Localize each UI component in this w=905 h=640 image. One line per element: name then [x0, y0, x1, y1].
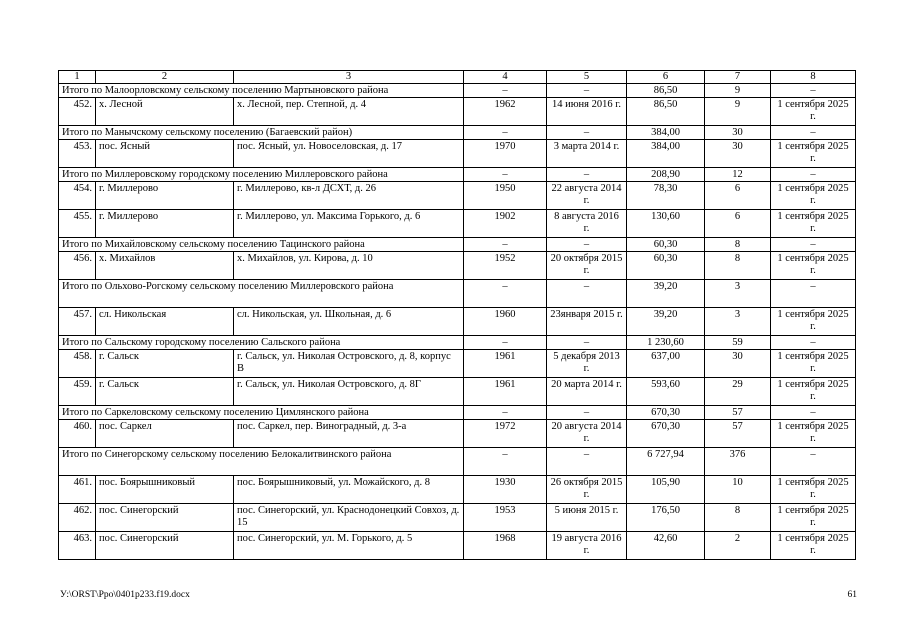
residents-count: 3 — [705, 308, 771, 336]
resettlement-due-date: 1 сентября 2025 г. — [771, 252, 856, 280]
locality: пос. Синегорский — [96, 532, 234, 560]
recognition-date: 20 октября 2015 г. — [547, 252, 627, 280]
subtotal-col4: – — [464, 280, 547, 308]
resettlement-due-date: 1 сентября 2025 г. — [771, 210, 856, 238]
subtotal-count: 57 — [705, 406, 771, 420]
subtotal-col4: – — [464, 84, 547, 98]
table-row — [59, 476, 856, 504]
subtotal-col8: – — [771, 84, 856, 98]
year-built: 1960 — [464, 308, 547, 336]
locality: пос. Синегорский — [96, 504, 234, 532]
subtotal-col8: – — [771, 280, 856, 308]
recognition-date: 20 марта 2014 г. — [547, 378, 627, 406]
subtotal-col5: – — [547, 280, 627, 308]
year-built: 1952 — [464, 252, 547, 280]
header-cell: 8 — [771, 71, 856, 84]
recognition-date: 5 декабря 2013 г. — [547, 350, 627, 378]
subtotal-col5: – — [547, 84, 627, 98]
recognition-date: 20 августа 2014 г. — [547, 420, 627, 448]
year-built: 1962 — [464, 98, 547, 126]
subtotal-label: Итого по Саркеловскому сельскому поселению Цимлянского района — [59, 406, 464, 420]
locality: сл. Никольская — [96, 308, 234, 336]
locality: г. Миллерово — [96, 182, 234, 210]
area: 39,20 — [627, 308, 705, 336]
year-built: 1902 — [464, 210, 547, 238]
year-built: 1972 — [464, 420, 547, 448]
recognition-date: 3 марта 2014 г. — [547, 140, 627, 168]
row-number: 463. — [59, 532, 96, 560]
row-number: 459. — [59, 378, 96, 406]
housing-register-table — [58, 70, 856, 560]
residents-count: 8 — [705, 504, 771, 532]
area: 637,00 — [627, 350, 705, 378]
subtotal-area: 86,50 — [627, 84, 705, 98]
table-row — [59, 140, 856, 168]
subtotal-row — [59, 406, 856, 420]
area: 593,60 — [627, 378, 705, 406]
resettlement-due-date: 1 сентября 2025 г. — [771, 532, 856, 560]
residents-count: 2 — [705, 532, 771, 560]
area: 670,30 — [627, 420, 705, 448]
area: 86,50 — [627, 98, 705, 126]
subtotal-count: 9 — [705, 84, 771, 98]
row-number: 458. — [59, 350, 96, 378]
area: 384,00 — [627, 140, 705, 168]
locality: х. Михайлов — [96, 252, 234, 280]
address: пос. Саркел, пер. Виноградный, д. 3-а — [234, 420, 464, 448]
subtotal-area: 384,00 — [627, 126, 705, 140]
recognition-date: 26 октября 2015 г. — [547, 476, 627, 504]
residents-count: 10 — [705, 476, 771, 504]
subtotal-count: 3 — [705, 280, 771, 308]
address: пос. Синегорский, ул. М. Горького, д. 5 — [234, 532, 464, 560]
table-row — [59, 252, 856, 280]
locality: г. Сальск — [96, 350, 234, 378]
header-cell: 2 — [96, 71, 234, 84]
resettlement-due-date: 1 сентября 2025 г. — [771, 182, 856, 210]
recognition-date: 22 августа 2014 г. — [547, 182, 627, 210]
subtotal-col4: – — [464, 336, 547, 350]
subtotal-area: 39,20 — [627, 280, 705, 308]
subtotal-label: Итого по Ольхово-Рогскому сельскому поселению Миллеровского района — [59, 280, 464, 308]
residents-count: 30 — [705, 350, 771, 378]
subtotal-row — [59, 238, 856, 252]
header-cell: 1 — [59, 71, 96, 84]
header-cell: 3 — [234, 71, 464, 84]
header-cell: 5 — [547, 71, 627, 84]
row-number: 457. — [59, 308, 96, 336]
subtotal-area: 60,30 — [627, 238, 705, 252]
subtotal-area: 208,90 — [627, 168, 705, 182]
row-number: 453. — [59, 140, 96, 168]
recognition-date: 19 августа 2016 г. — [547, 532, 627, 560]
resettlement-due-date: 1 сентября 2025 г. — [771, 476, 856, 504]
resettlement-due-date: 1 сентября 2025 г. — [771, 140, 856, 168]
subtotal-row — [59, 126, 856, 140]
address: х. Михайлов, ул. Кирова, д. 10 — [234, 252, 464, 280]
address: г. Миллерово, кв-л ДСХТ, д. 26 — [234, 182, 464, 210]
row-number: 461. — [59, 476, 96, 504]
year-built: 1961 — [464, 378, 547, 406]
address: г. Сальск, ул. Николая Островского, д. 8Г — [234, 378, 464, 406]
subtotal-row — [59, 448, 856, 476]
subtotal-col8: – — [771, 168, 856, 182]
subtotal-col5: – — [547, 448, 627, 476]
subtotal-col8: – — [771, 126, 856, 140]
subtotal-label: Итого по Манычскому сельскому поселению (Багаевский район) — [59, 126, 464, 140]
subtotal-col4: – — [464, 168, 547, 182]
residents-count: 57 — [705, 420, 771, 448]
subtotal-count: 30 — [705, 126, 771, 140]
subtotal-col8: – — [771, 406, 856, 420]
subtotal-col5: – — [547, 406, 627, 420]
area: 176,50 — [627, 504, 705, 532]
table-row — [59, 504, 856, 532]
subtotal-col8: – — [771, 448, 856, 476]
subtotal-col8: – — [771, 238, 856, 252]
area: 42,60 — [627, 532, 705, 560]
table-header-row — [59, 71, 856, 84]
table-row — [59, 308, 856, 336]
table-row — [59, 182, 856, 210]
subtotal-label: Итого по Михайловскому сельскому поселению Тацинского района — [59, 238, 464, 252]
locality: г. Сальск — [96, 378, 234, 406]
subtotal-count: 59 — [705, 336, 771, 350]
row-number: 454. — [59, 182, 96, 210]
year-built: 1970 — [464, 140, 547, 168]
resettlement-due-date: 1 сентября 2025 г. — [771, 420, 856, 448]
subtotal-area: 1 230,60 — [627, 336, 705, 350]
locality: пос. Ясный — [96, 140, 234, 168]
page-number: 61 — [847, 590, 857, 600]
subtotal-col8: – — [771, 336, 856, 350]
resettlement-due-date: 1 сентября 2025 г. — [771, 98, 856, 126]
row-number: 462. — [59, 504, 96, 532]
address: сл. Никольская, ул. Школьная, д. 6 — [234, 308, 464, 336]
table-row — [59, 210, 856, 238]
subtotal-col5: – — [547, 336, 627, 350]
subtotal-col4: – — [464, 448, 547, 476]
address: пос. Синегорский, ул. Краснодонецкий Совхоз, д. 15 — [234, 504, 464, 532]
recognition-date: 8 августа 2016 г. — [547, 210, 627, 238]
subtotal-row — [59, 280, 856, 308]
row-number: 452. — [59, 98, 96, 126]
locality: х. Лесной — [96, 98, 234, 126]
recognition-date: 5 июня 2015 г. — [547, 504, 627, 532]
subtotal-col5: – — [547, 238, 627, 252]
residents-count: 30 — [705, 140, 771, 168]
subtotal-row — [59, 336, 856, 350]
header-cell: 4 — [464, 71, 547, 84]
table-row — [59, 350, 856, 378]
header-cell: 7 — [705, 71, 771, 84]
area: 60,30 — [627, 252, 705, 280]
subtotal-area: 670,30 — [627, 406, 705, 420]
year-built: 1968 — [464, 532, 547, 560]
residents-count: 9 — [705, 98, 771, 126]
address: пос. Боярышниковый, ул. Можайского, д. 8 — [234, 476, 464, 504]
table-row — [59, 98, 856, 126]
address: г. Сальск, ул. Николая Островского, д. 8, корпус В — [234, 350, 464, 378]
address: пос. Ясный, ул. Новоселовская, д. 17 — [234, 140, 464, 168]
footer-file-path: У:\ORST\Ppo\0401p233.f19.docx — [60, 590, 190, 600]
header-cell: 6 — [627, 71, 705, 84]
table-row — [59, 378, 856, 406]
subtotal-label: Итого по Сальскому городскому поселению Сальского района — [59, 336, 464, 350]
locality: пос. Саркел — [96, 420, 234, 448]
row-number: 455. — [59, 210, 96, 238]
recognition-date: 23января 2015 г. — [547, 308, 627, 336]
year-built: 1961 — [464, 350, 547, 378]
subtotal-label: Итого по Синегорскому сельскому поселению Белокалитвинского района — [59, 448, 464, 476]
subtotal-label: Итого по Малоорловскому сельскому поселению Мартыновского района — [59, 84, 464, 98]
recognition-date: 14 июня 2016 г. — [547, 98, 627, 126]
resettlement-due-date: 1 сентября 2025 г. — [771, 308, 856, 336]
year-built: 1930 — [464, 476, 547, 504]
resettlement-due-date: 1 сентября 2025 г. — [771, 350, 856, 378]
year-built: 1953 — [464, 504, 547, 532]
area: 130,60 — [627, 210, 705, 238]
subtotal-label: Итого по Миллеровскому городскому поселению Миллеровского района — [59, 168, 464, 182]
subtotal-count: 12 — [705, 168, 771, 182]
residents-count: 6 — [705, 210, 771, 238]
subtotal-col4: – — [464, 406, 547, 420]
subtotal-row — [59, 168, 856, 182]
address: г. Миллерово, ул. Максима Горького, д. 6 — [234, 210, 464, 238]
area: 78,30 — [627, 182, 705, 210]
resettlement-due-date: 1 сентября 2025 г. — [771, 504, 856, 532]
residents-count: 6 — [705, 182, 771, 210]
locality: г. Миллерово — [96, 210, 234, 238]
subtotal-row — [59, 84, 856, 98]
year-built: 1950 — [464, 182, 547, 210]
subtotal-count: 8 — [705, 238, 771, 252]
residents-count: 29 — [705, 378, 771, 406]
row-number: 456. — [59, 252, 96, 280]
table-row — [59, 532, 856, 560]
address: х. Лесной, пер. Степной, д. 4 — [234, 98, 464, 126]
subtotal-area: 6 727,94 — [627, 448, 705, 476]
locality: пос. Боярышниковый — [96, 476, 234, 504]
area: 105,90 — [627, 476, 705, 504]
subtotal-col4: – — [464, 126, 547, 140]
subtotal-col5: – — [547, 126, 627, 140]
table-row — [59, 420, 856, 448]
subtotal-col5: – — [547, 168, 627, 182]
resettlement-due-date: 1 сентября 2025 г. — [771, 378, 856, 406]
residents-count: 8 — [705, 252, 771, 280]
subtotal-col4: – — [464, 238, 547, 252]
subtotal-count: 376 — [705, 448, 771, 476]
row-number: 460. — [59, 420, 96, 448]
